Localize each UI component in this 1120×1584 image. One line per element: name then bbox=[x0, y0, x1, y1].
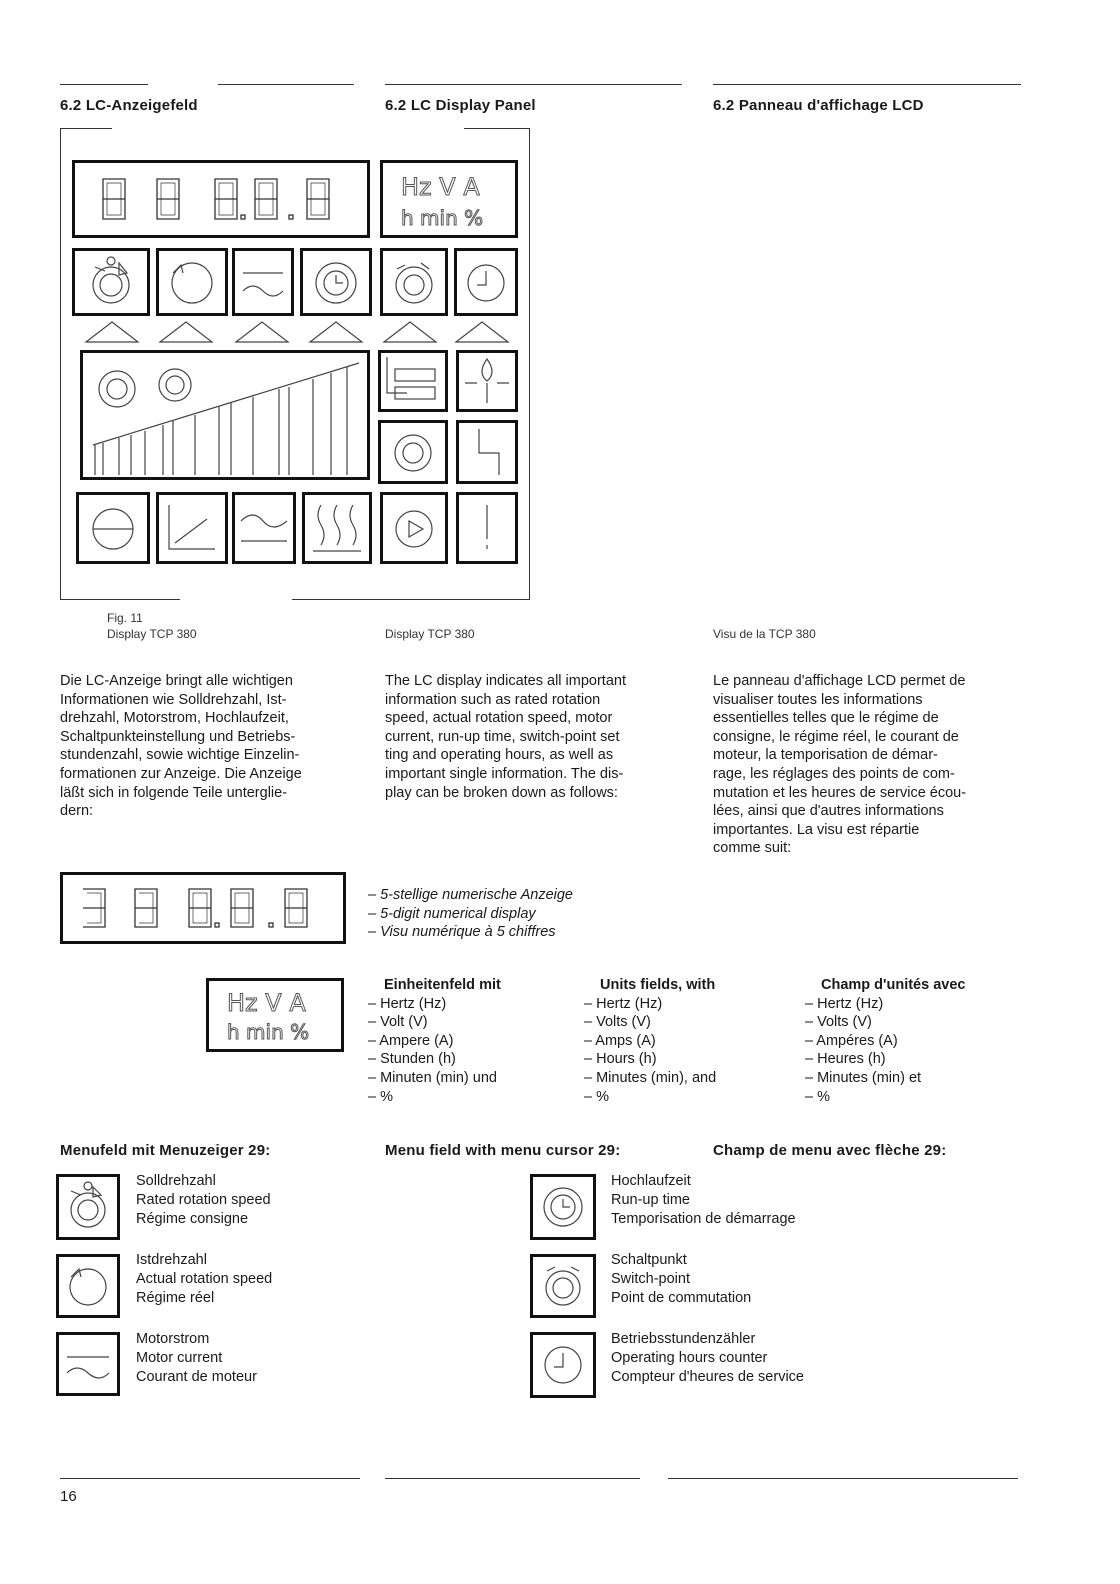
menu-item-switch-point bbox=[611, 1251, 751, 1308]
units-list-fr bbox=[805, 976, 965, 1106]
menu-item-fr: Point de commutation bbox=[611, 1290, 752, 1306]
page-number: 16 bbox=[60, 1488, 77, 1505]
unit-item: – Ampéres (A) bbox=[805, 1032, 898, 1049]
menu-heading-en: Menu field with menu cursor 29: bbox=[385, 1142, 621, 1159]
menu-item-fr: Compteur d'heures de service bbox=[611, 1369, 804, 1385]
menu-heading-de: Menufeld mit Menuzeiger 29: bbox=[60, 1142, 271, 1159]
menu-heading-fr: Champ de menu avec flèche 29: bbox=[713, 1142, 947, 1159]
fig-error-icon bbox=[456, 492, 518, 564]
heading-de: 6.2 LC-Anzeigefeld bbox=[60, 97, 198, 114]
unit-item: – % bbox=[584, 1088, 609, 1105]
unit-item: – Volts (V) bbox=[584, 1014, 651, 1031]
menu-item-de: Betriebsstundenzähler bbox=[611, 1331, 756, 1347]
unit-item: – Heures (h) bbox=[805, 1051, 886, 1068]
intro-de: Die LC-Anzeige bringt alle wichtigen Informationen wie Solldrehzahl, Ist- drehzahl, Motorstrom, Hochlaufzeit, Schaltpunkteinstellung und Betriebs- stundenzahl, sowie wichtige Einzelin- formationen zur Anzeige. Die Anzeige läßt sich in folgende Teile unterglie- dern: bbox=[60, 673, 302, 820]
numeric-display-illustration bbox=[60, 872, 346, 944]
unit-item: – Minuten (min) und bbox=[368, 1069, 497, 1086]
heading-en: 6.2 LC Display Panel bbox=[385, 97, 536, 114]
menu-item-actual-speed bbox=[136, 1251, 272, 1308]
fig-actual-speed-icon bbox=[156, 248, 228, 316]
units-title-de: Einheitenfeld mit bbox=[384, 977, 501, 993]
motor-current-icon bbox=[56, 1332, 120, 1396]
fig-label: Fig. 11 bbox=[107, 611, 143, 625]
units-list-de bbox=[368, 976, 501, 1106]
units-title-fr: Champ d'unités avec bbox=[821, 977, 966, 993]
menu-item-fr: Courant de moteur bbox=[136, 1369, 257, 1385]
intro-fr: Le panneau d'affichage LCD permet de visualiser toutes les informations essentielles telles que le régime de consigne, le régime réel, le courant de moteur, la temporisation de démar- rage, les réglages des points de com- mutation et les heures de service écou- lées, ainsi que d'autres informations importantes. La visu est répartie comme suit: bbox=[713, 673, 967, 857]
run-up-time-icon bbox=[530, 1174, 596, 1240]
bottom-rule-3 bbox=[668, 1478, 1018, 1479]
menu-item-fr: Régime réel bbox=[136, 1290, 215, 1306]
unit-item: – Volts (V) bbox=[805, 1014, 872, 1031]
unit-item: – % bbox=[368, 1088, 393, 1105]
fig-stop-icon bbox=[76, 492, 150, 564]
fig-heater-timer-icon bbox=[456, 420, 518, 484]
unit-item: – Hertz (Hz) bbox=[805, 995, 884, 1012]
top-rule-2 bbox=[218, 84, 354, 85]
unit-item: – % bbox=[805, 1088, 830, 1105]
units-lcd-row1: Hz V A bbox=[227, 989, 306, 1017]
fig-operating-hours-icon bbox=[454, 248, 518, 316]
fig-numeric-display bbox=[72, 160, 370, 238]
fig-run-up-time-icon bbox=[300, 248, 372, 316]
svg-text:h min %: h min % bbox=[401, 206, 484, 230]
fig-digit-2 bbox=[157, 179, 179, 219]
fig-digit-3 bbox=[215, 179, 245, 219]
operating-hours-icon bbox=[530, 1332, 596, 1398]
menu-item-run-up-time bbox=[611, 1172, 796, 1229]
menu-item-en: Rated rotation speed bbox=[136, 1192, 271, 1208]
units-lcd-illustration bbox=[206, 978, 344, 1052]
fig-rotation-icon bbox=[378, 420, 448, 484]
fig-motor-current-icon bbox=[232, 248, 294, 316]
unit-item: – Minutes (min) et bbox=[805, 1069, 922, 1086]
units-title-en: Units fields, with bbox=[600, 977, 716, 993]
units-list-en bbox=[584, 976, 716, 1106]
unit-item: – Hertz (Hz) bbox=[368, 995, 447, 1012]
menu-item-rated-speed bbox=[136, 1172, 271, 1229]
menu-item-en: Actual rotation speed bbox=[136, 1271, 273, 1287]
numeric-item-de: – 5-stellige numerische Anzeige bbox=[368, 887, 573, 903]
switch-point-icon bbox=[530, 1254, 596, 1318]
bottom-rule-2 bbox=[385, 1478, 640, 1479]
svg-text:Hz V A: Hz V A bbox=[401, 173, 480, 201]
menu-item-en: Motor current bbox=[136, 1350, 223, 1366]
fig-wave-icon bbox=[232, 492, 296, 564]
fig-digit-1 bbox=[103, 179, 125, 219]
unit-item: – Hertz (Hz) bbox=[584, 995, 663, 1012]
heading-fr: 6.2 Panneau d'affichage LCD bbox=[713, 97, 924, 114]
menu-item-operating-hours bbox=[611, 1330, 804, 1387]
top-rule-1 bbox=[60, 84, 148, 85]
numeric-item-fr: – Visu numérique à 5 chiffres bbox=[368, 924, 556, 941]
bottom-rule-1 bbox=[60, 1478, 360, 1479]
numeric-item-en: – 5-digit numerical display bbox=[368, 905, 536, 922]
fig-vent-valve-icon bbox=[456, 350, 518, 412]
intro-en: The LC display indicates all important information such as rated rotation speed, actual rotation speed, motor current, run-up time, switch-point set ting and operating hours, as well as important single information. The dis- play can be broken down as follows: bbox=[385, 673, 626, 801]
rated-speed-icon bbox=[56, 1174, 120, 1240]
fig-menu-cursor-arrows bbox=[72, 318, 518, 346]
fig-heating-icon bbox=[302, 492, 372, 564]
menu-item-fr: Régime consigne bbox=[136, 1211, 249, 1227]
fig-switch-point-icon bbox=[380, 248, 448, 316]
caption-de: Display TCP 380 bbox=[107, 627, 197, 641]
menu-item-de: Hochlaufzeit bbox=[611, 1173, 691, 1189]
unit-item: – Ampere (A) bbox=[368, 1032, 454, 1049]
menu-item-de: Schaltpunkt bbox=[611, 1252, 687, 1268]
fig-digit-5 bbox=[307, 179, 329, 219]
top-rule-4 bbox=[713, 84, 1021, 85]
menu-item-de: Solldrehzahl bbox=[136, 1173, 216, 1189]
unit-item: – Volt (V) bbox=[368, 1014, 428, 1031]
fig-stand-by-icon bbox=[378, 350, 448, 412]
units-lcd-row2: h min % bbox=[227, 1020, 310, 1044]
fig-digit-4 bbox=[255, 179, 293, 219]
menu-item-en: Operating hours counter bbox=[611, 1350, 768, 1366]
menu-item-en: Run-up time bbox=[611, 1192, 690, 1208]
menu-item-en: Switch-point bbox=[611, 1271, 690, 1287]
fig-rated-speed-icon bbox=[72, 248, 150, 316]
menu-item-motor-current bbox=[136, 1330, 257, 1387]
unit-item: – Hours (h) bbox=[584, 1051, 657, 1068]
fig-ramp-icon bbox=[156, 492, 228, 564]
top-rule-3 bbox=[385, 84, 682, 85]
actual-speed-icon bbox=[56, 1254, 120, 1318]
fig-bar-graph-display bbox=[80, 350, 370, 480]
unit-item: – Stunden (h) bbox=[368, 1051, 456, 1068]
menu-item-de: Motorstrom bbox=[136, 1331, 210, 1347]
menu-item-fr: Temporisation de démarrage bbox=[611, 1211, 796, 1227]
fig-units-display bbox=[380, 160, 518, 238]
unit-item: – Minutes (min), and bbox=[584, 1069, 717, 1086]
caption-en: Display TCP 380 bbox=[385, 627, 475, 641]
numeric-display-list bbox=[368, 886, 573, 942]
unit-item: – Amps (A) bbox=[584, 1032, 656, 1049]
fig-play-icon bbox=[380, 492, 448, 564]
caption-fr: Visu de la TCP 380 bbox=[713, 627, 816, 641]
menu-item-de: Istdrehzahl bbox=[136, 1252, 207, 1268]
